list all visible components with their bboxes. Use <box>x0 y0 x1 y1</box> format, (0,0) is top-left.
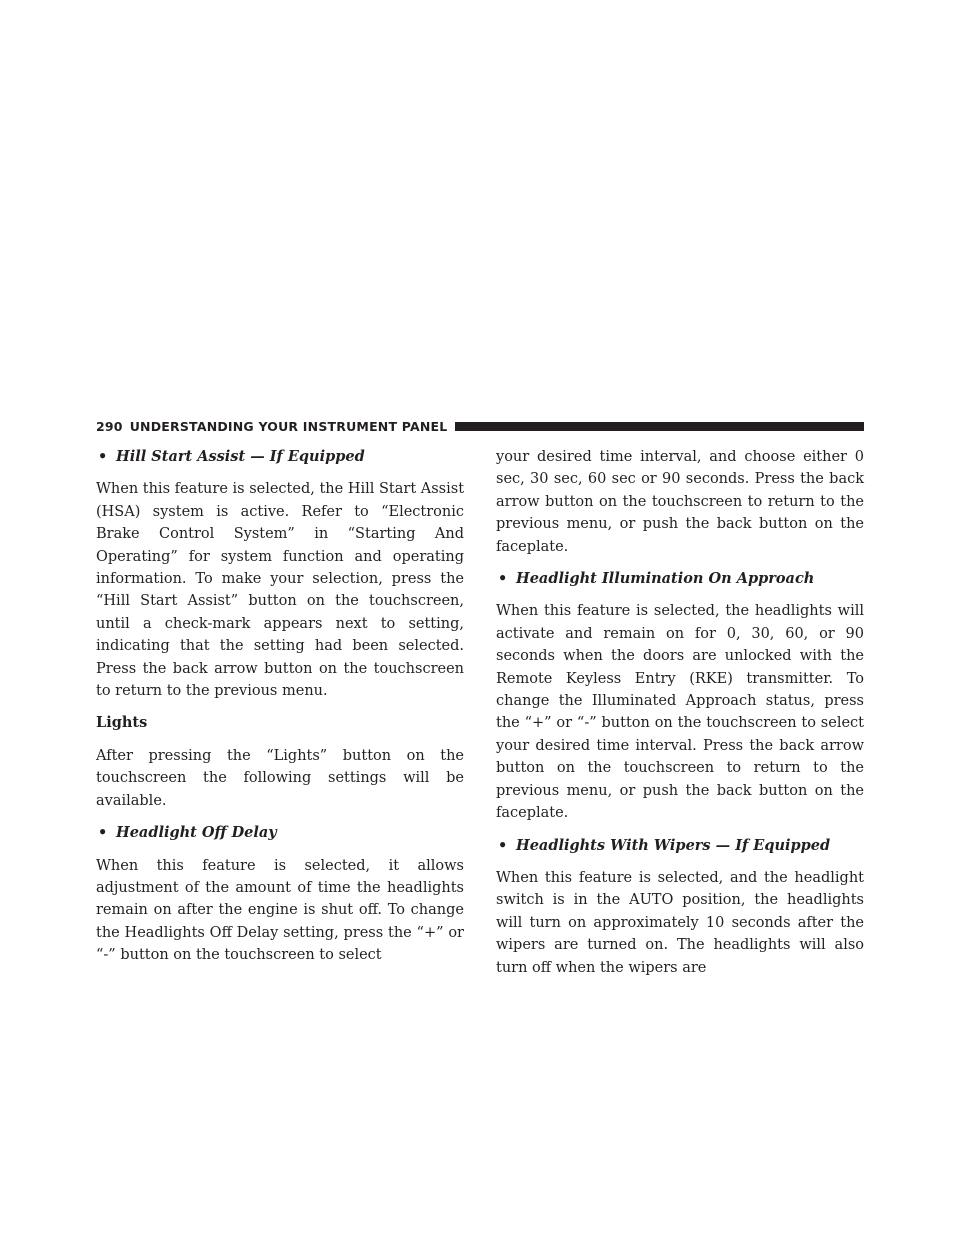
heading-text: Headlight Illumination On Approach <box>516 570 815 588</box>
hill-start-assist-heading <box>96 446 464 468</box>
headlight-off-delay-paragraph: When this feature is selected, it allows adjustment of the amount of time the headlights remain on after the engine is shut off. To change the Headlights Off Delay setting, press the “+” or “-” button on the touchscreen to select <box>96 857 464 964</box>
bullet-icon: • <box>98 824 108 842</box>
headlight-off-delay-heading <box>96 822 464 844</box>
section-title: UNDERSTANDING YOUR INSTRUMENT PANEL <box>129 418 448 434</box>
lights-paragraph: After pressing the “Lights” button on the touchscreen the following settings will be available. <box>96 747 464 809</box>
headlights-with-wipers-heading <box>496 835 864 857</box>
page-header <box>96 416 864 436</box>
heading-text: Headlight Off Delay <box>116 824 277 842</box>
headlight-illumination-heading <box>496 568 864 590</box>
bullet-icon: • <box>98 448 108 465</box>
right-column <box>496 446 864 989</box>
heading-text: Hill Start Assist — If Equipped <box>116 448 365 465</box>
headlight-off-delay-continued-paragraph: your desired time interval, and choose either 0 sec, 30 sec, 60 sec or 90 seconds. Press the back arrow button on the touchscreen to return to the previous menu, or push the back button on the faceplate. <box>496 449 864 555</box>
header-rule <box>455 422 864 431</box>
heading-text: Headlights With Wipers — If Equipped <box>516 836 831 854</box>
lights-subheading: Lights <box>96 714 148 732</box>
bullet-icon: • <box>498 836 508 854</box>
bullet-icon: • <box>498 570 508 588</box>
headlights-with-wipers-paragraph: When this feature is selected, and the headlight switch is in the AUTO position, the headlights will turn on approximately 10 seconds after the wipers are turned on. The headlights will also turn off when the wipers are <box>496 869 864 976</box>
left-column <box>96 446 464 977</box>
hill-start-assist-paragraph: When this feature is selected, the Hill Start Assist (HSA) system is active. Refer to “Electronic Brake Control System” in “Starting And Operating” for system function and operating information. To make your selection, press the “Hill Start Assist” button on the touchscreen, until a check-mark appears next to setting, indicating that the setting had been selected. Press the back arrow button on the touchscreen to return to the previous menu. <box>96 481 465 700</box>
page-number: 290 <box>96 418 123 434</box>
headlight-illumination-paragraph: When this feature is selected, the headlights will activate and remain on for 0, 30, 60, or 90 seconds when the doors are unlocked with the Remote Keyless Entry (RKE) transmitter. To change the Illuminated Approach status, press the “+” or “-” button on the touchscreen to select your desired time interval. Press the back arrow button on the touchscreen to return to the previous menu, or push the back button on the faceplate. <box>496 603 864 822</box>
